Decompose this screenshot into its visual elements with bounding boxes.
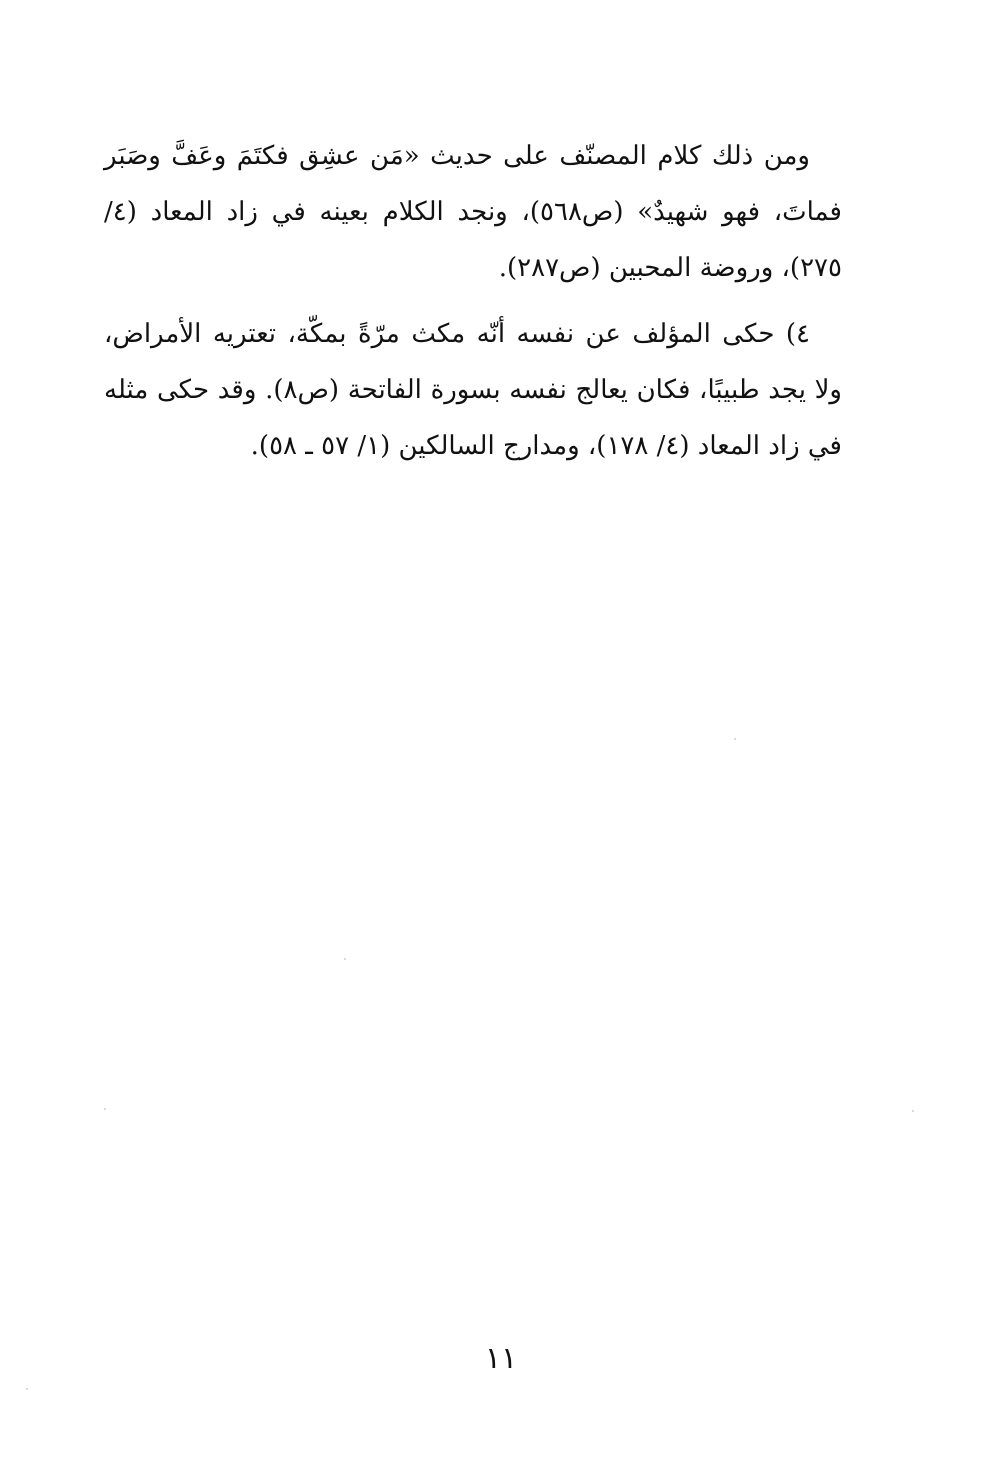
- body-text: [104, 128, 842, 474]
- scan-speck: [344, 958, 346, 960]
- paragraph-note-4: ٤) حكى المؤلف عن نفسه أنّه مكث مرّةً بمكّة، تعتريه الأمراض، ولا يجد طبيبًا، فكان يعالج نفسه بسورة الفاتحة (ص٨). وقد حكى مثله في زاد المعاد (٤/ ١٧٨)، ومدارج السالكين (١/ ٥٧ ـ ٥٨).: [104, 319, 842, 461]
- scan-speck: [104, 1108, 106, 1110]
- page-number: ١١: [484, 1341, 518, 1376]
- scan-speck: [26, 1388, 28, 1390]
- scan-speck: [734, 738, 736, 740]
- scan-speck: [912, 1110, 914, 1112]
- paragraph-hadith-reference: ومن ذلك كلام المصنّف على حديث «مَن عشِق فكتَمَ وعَفَّ وصَبَر فماتَ، فهو شهيدٌ» (ص٥٦٨)، ونجد الكلام بعينه في زاد المعاد (٤/ ٢٧٥)، وروضة المحبين (ص٢٨٧).: [104, 141, 842, 283]
